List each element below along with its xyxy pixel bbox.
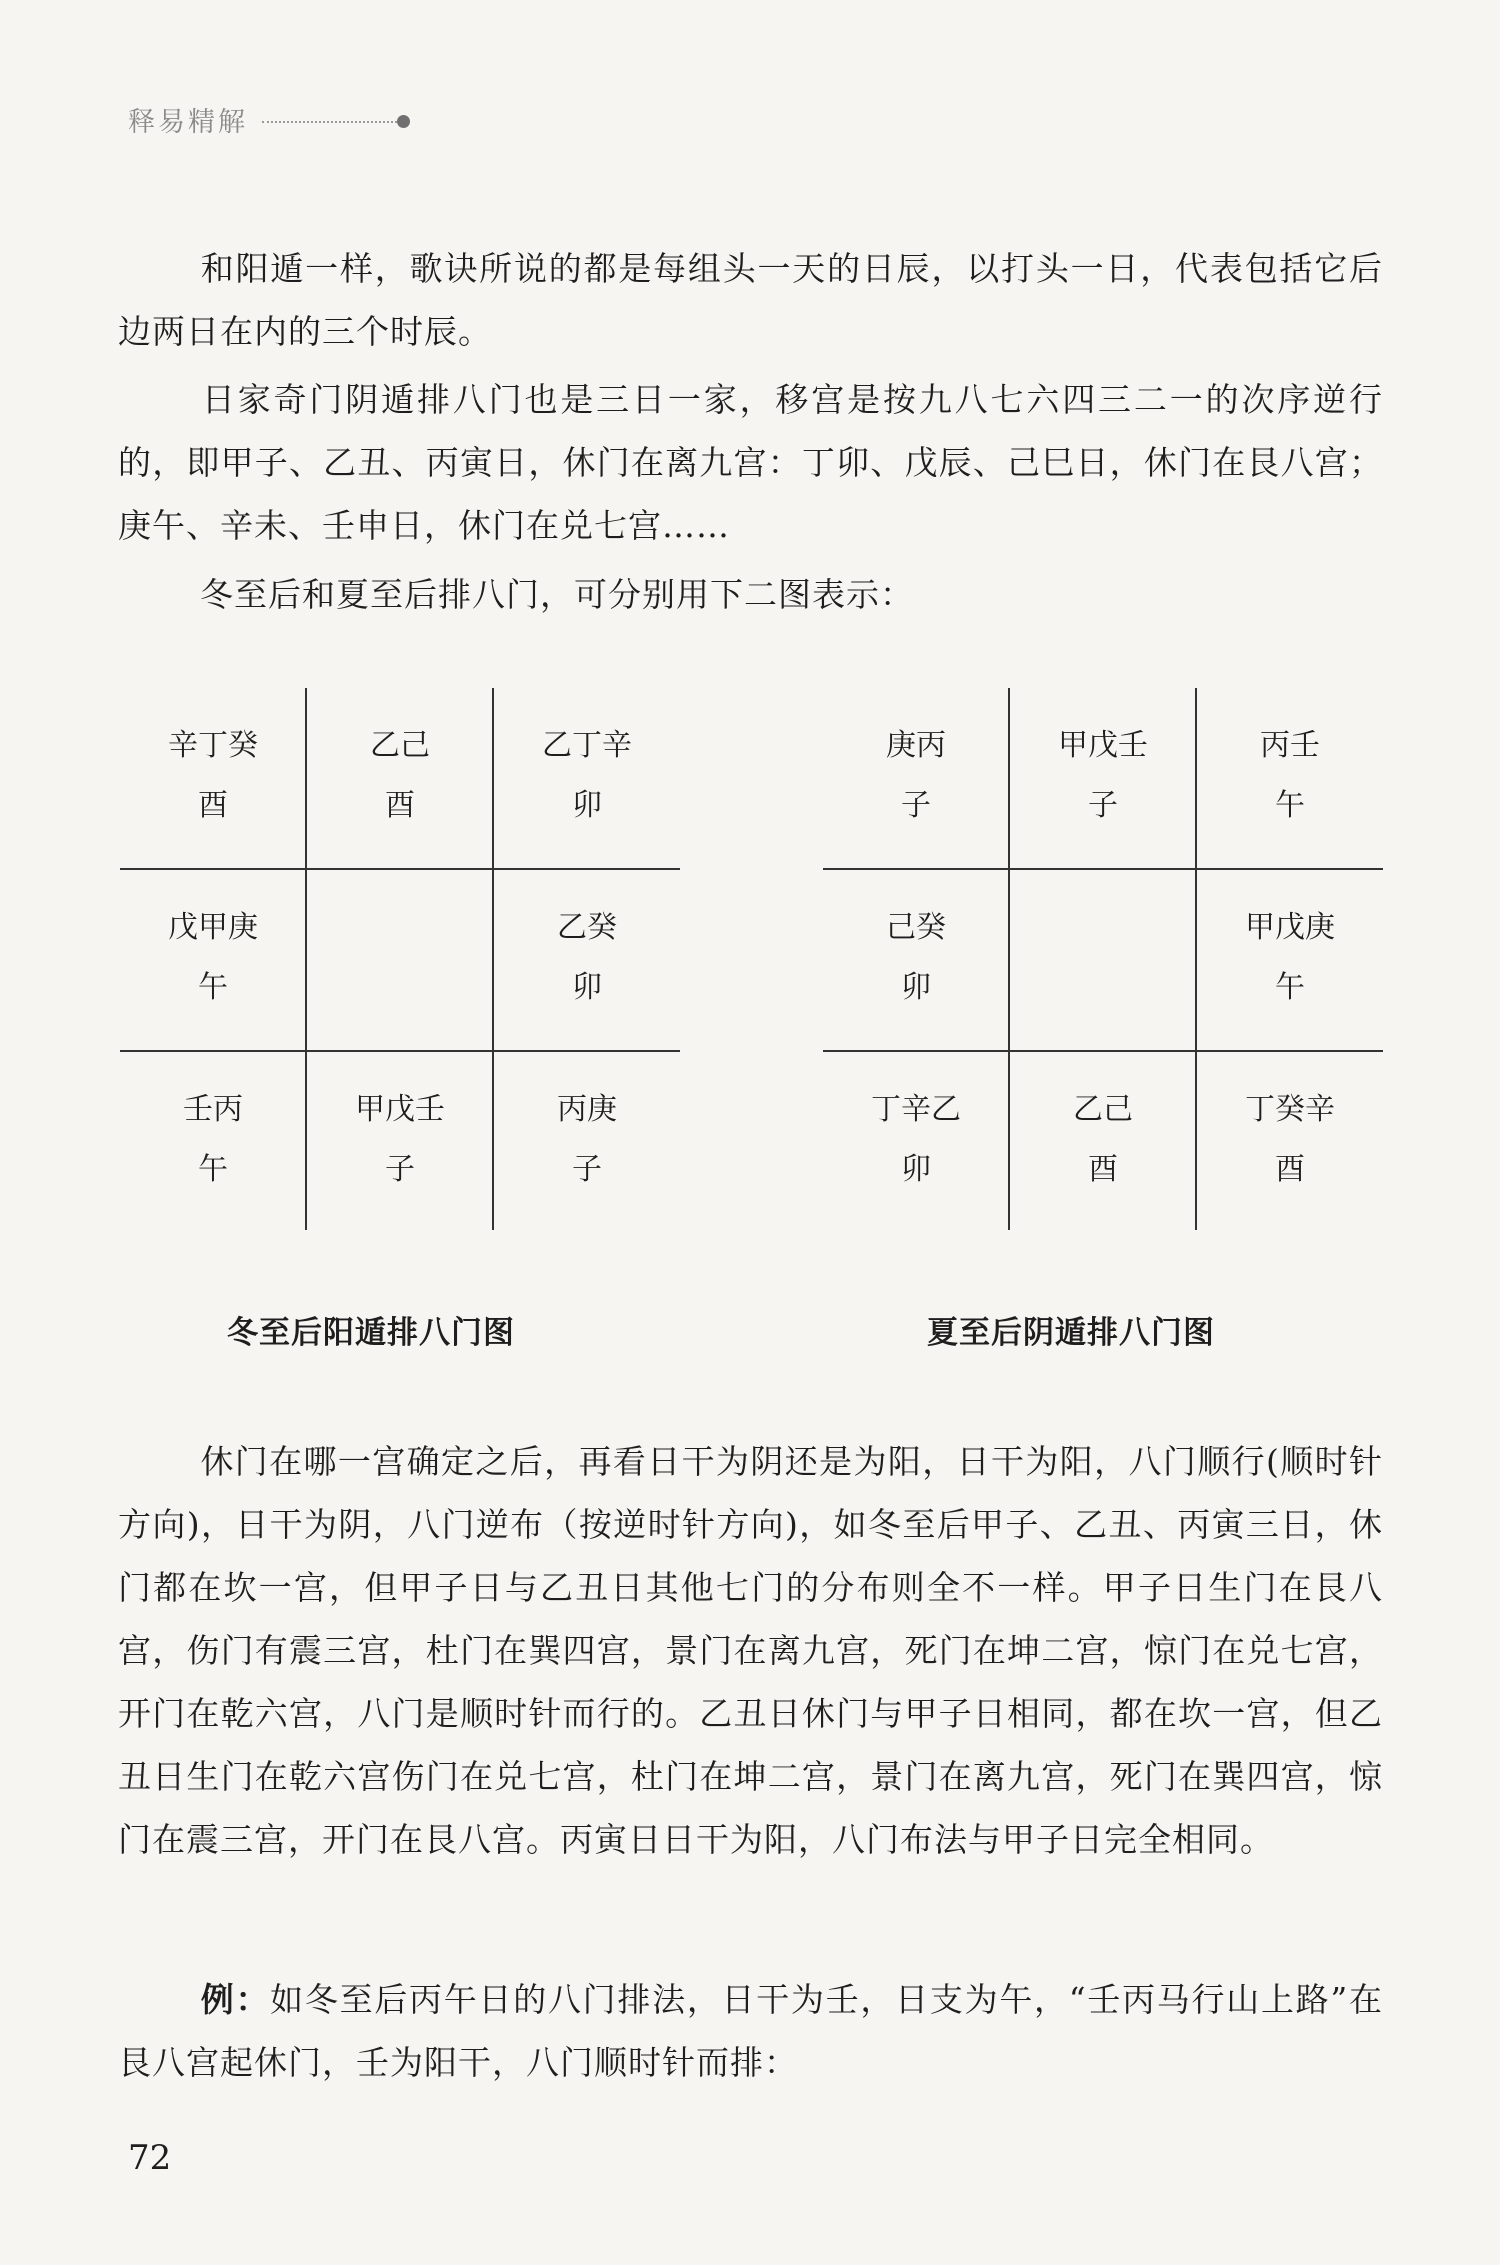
cell-stems: 辛丁癸 <box>168 728 258 763</box>
grid-line <box>823 1050 1383 1052</box>
paragraph-2-text: 日家奇门阴遁排八门也是三日一家，移宫是按九八七六四三二一的次序逆行的，即甲子、乙丑、丙寅日，休门在离九宫：丁卯、戊辰、己巳日，休门在艮八宫；庚午、辛未、壬申日，休门在兑七宫…… <box>118 380 1383 545</box>
cell-branch: 卯 <box>901 970 931 1005</box>
cell-branch: 子 <box>572 1152 602 1187</box>
paragraph-3-text: 冬至后和夏至后排八门，可分别用下二图表示： <box>200 575 914 614</box>
example-label: 例： <box>200 1980 271 2019</box>
palace-cell <box>823 716 1009 836</box>
cell-stems: 丁辛乙 <box>871 1092 961 1127</box>
cell-stems: 甲戊庚 <box>1245 910 1335 945</box>
palace-cell <box>494 716 680 836</box>
cell-stems: 乙癸 <box>557 910 617 945</box>
cell-branch: 午 <box>198 970 228 1005</box>
summer-chart-caption: 夏至后阴遁排八门图 <box>927 1315 1215 1351</box>
cell-branch: 卯 <box>901 1152 931 1187</box>
cell-stems: 丁癸辛 <box>1245 1092 1335 1127</box>
page-number: 72 <box>128 2138 172 2178</box>
header-divider-line <box>262 121 397 123</box>
palace-cell <box>1010 1080 1196 1200</box>
winter-bamen-chart <box>120 688 680 1230</box>
palace-cell <box>823 1080 1009 1200</box>
cell-stems: 丙庚 <box>557 1092 617 1127</box>
cell-stems: 乙丁辛 <box>542 728 632 763</box>
cell-stems: 丙壬 <box>1260 728 1320 763</box>
grid-line <box>120 868 680 870</box>
palace-cell <box>120 1080 306 1200</box>
cell-branch: 午 <box>1275 788 1305 823</box>
paragraph-5-text: 如冬至后丙午日的八门排法，日干为壬，日支为午，“壬丙马行山上路”在艮八宫起休门，壬为阳干，八门顺时针而排： <box>118 1980 1383 2082</box>
cell-branch: 酉 <box>1275 1152 1305 1187</box>
palace-cell <box>307 1080 493 1200</box>
cell-stems: 甲戊壬 <box>1058 728 1148 763</box>
cell-stems: 戊甲庚 <box>168 910 258 945</box>
paragraph-1-text: 和阳遁一样，歌诀所说的都是每组头一天的日辰，以打头一日，代表包括它后边两日在内的三个时辰。 <box>118 249 1383 351</box>
cell-branch: 卯 <box>572 788 602 823</box>
palace-cell <box>494 1080 680 1200</box>
cell-branch: 午 <box>198 1152 228 1187</box>
palace-cell <box>823 898 1009 1018</box>
palace-cell <box>1197 898 1383 1018</box>
palace-cell <box>494 898 680 1018</box>
summer-bamen-chart <box>823 688 1383 1230</box>
cell-branch: 子 <box>1088 788 1118 823</box>
paragraph-5 <box>118 1968 1383 2094</box>
palace-cell <box>1197 1080 1383 1200</box>
cell-stems: 甲戊壬 <box>355 1092 445 1127</box>
paragraph-4 <box>118 1430 1383 1871</box>
palace-cell <box>307 716 493 836</box>
cell-branch: 酉 <box>1088 1152 1118 1187</box>
palace-cell <box>1010 716 1196 836</box>
cell-stems: 己癸 <box>886 910 946 945</box>
running-header <box>128 100 410 139</box>
palace-cell <box>120 716 306 836</box>
palace-cell <box>1197 716 1383 836</box>
paragraph-1 <box>118 237 1383 363</box>
book-title: 释易精解 <box>128 107 248 138</box>
paragraph-2 <box>118 368 1383 557</box>
paragraph-4-text: 休门在哪一宫确定之后，再看日干为阴还是为阳，日干为阳，八门顺行(顺时针方向)，日干为阴，八门逆布（按逆时针方向)，如冬至后甲子、乙丑、丙寅三日，休门都在坎一宫，但甲子日与乙丑日其他七门的分布则全不一样。甲子日生门在艮八宫，伤门有震三宫，杜门在巽四宫，景门在离九宫，死门在坤二宫，惊门在兑七宫，开门在乾六宫，八门是顺时针而行的。乙丑日休门与甲子日相同，都在坎一宫，但乙丑日生门在乾六宫伤门在兑七宫，杜门在坤二宫，景门在离九宫，死门在巽四宫，惊门在震三宫，开门在艮八宫。丙寅日日干为阳，八门布法与甲子日完全相同。 <box>118 1442 1383 1859</box>
cell-branch: 午 <box>1275 970 1305 1005</box>
cell-branch: 子 <box>385 1152 415 1187</box>
cell-branch: 子 <box>901 788 931 823</box>
cell-stems: 庚丙 <box>886 728 946 763</box>
cell-stems: 壬丙 <box>183 1092 243 1127</box>
cell-stems: 乙己 <box>370 728 430 763</box>
header-dot-icon <box>397 115 410 128</box>
cell-branch: 酉 <box>385 788 415 823</box>
grid-line <box>823 868 1383 870</box>
winter-chart-caption: 冬至后阳遁排八门图 <box>227 1315 515 1351</box>
cell-stems: 乙己 <box>1073 1092 1133 1127</box>
cell-branch: 酉 <box>198 788 228 823</box>
paragraph-3 <box>118 563 1383 626</box>
grid-line <box>120 1050 680 1052</box>
cell-branch: 卯 <box>572 970 602 1005</box>
palace-cell <box>120 898 306 1018</box>
